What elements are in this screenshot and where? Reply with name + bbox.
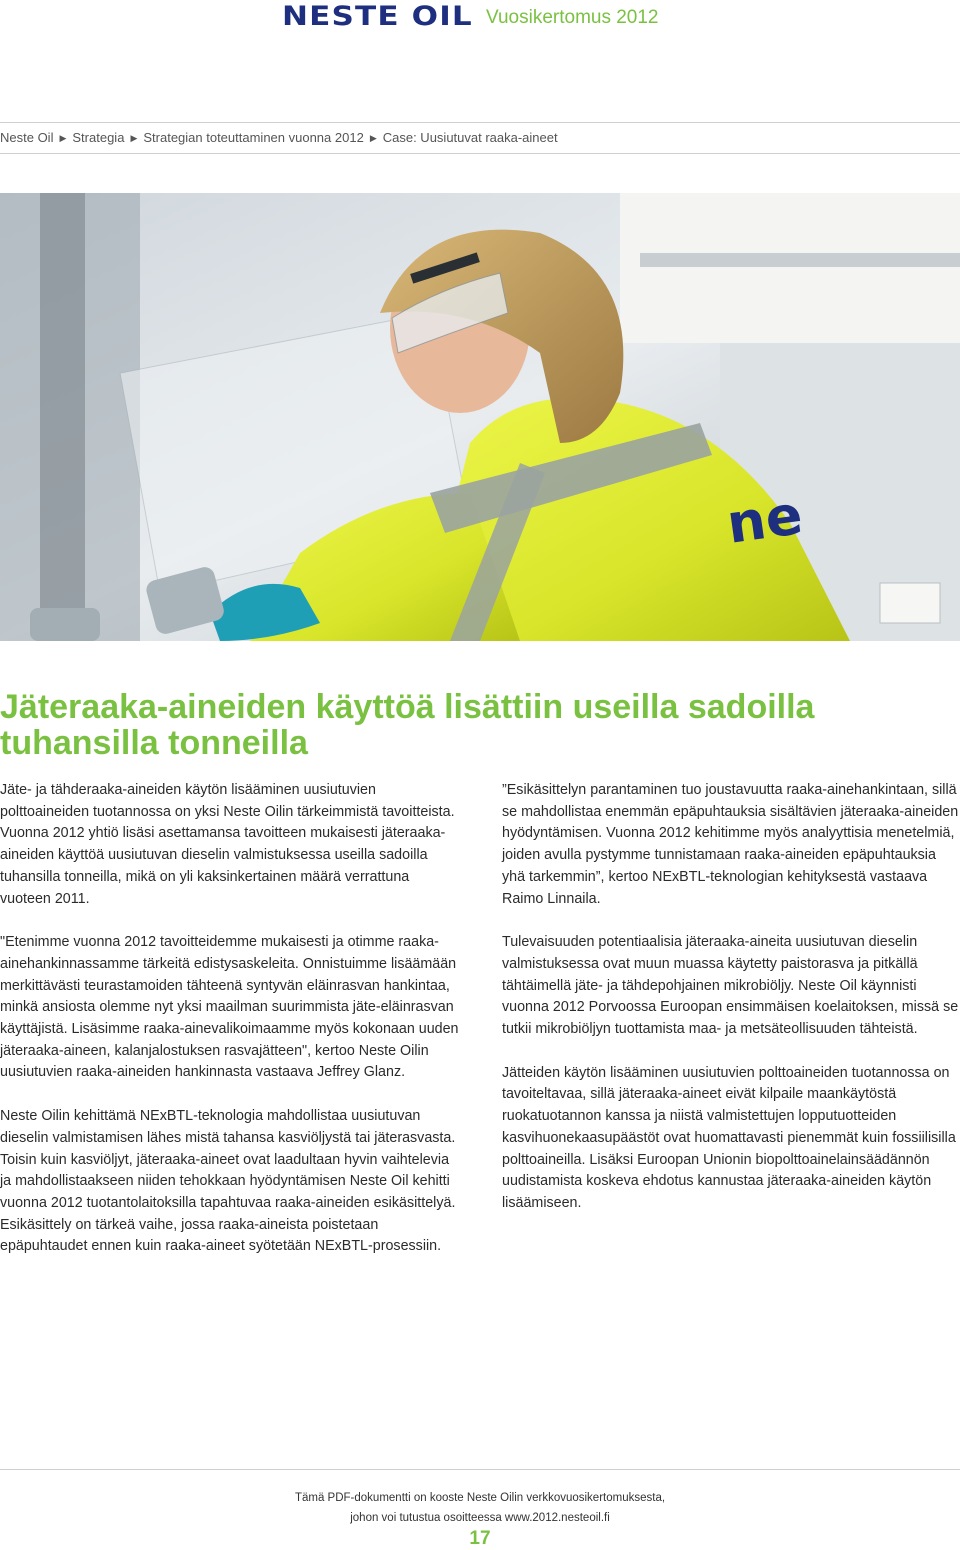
breadcrumb-separator-icon: ▶ <box>369 133 377 143</box>
article-paragraph: Jätteiden käytön lisääminen uusiutuvien polttoaineiden tuotannossa on tavoiteltavaa, sillä jäteraaka-aineet eivät kilpaile maankäytöstä ruokatuotannon kanssa ja niistä valmistettujen lopputuotteiden kasvihuonekaasupäästöt ovat huomattavasti pienemmät kuin fossiilisilla polttoaineilla. Lisäksi Euroopan Unionin biopolttoainelainsäädännön uudistamista koskeva ehdotus kannustaa jäteraaka-aineiden käytön lisäämiseen. <box>502 1064 956 1211</box>
article-paragraph: Jäte- ja tähderaaka-aineiden käytön lisääminen uusiutuvien polttoaineiden tuotannossa on yksi Neste Oilin tärkeimmistä tavoitteista. Vuonna 2012 yhtiö lisäsi asettamansa tavoitteen mukaisesti jäteraaka-aineiden käyttöä uusiutuvan dieselin valmistuksessa useilla sadoilla tuhansilla tonneilla, mikä on yli kaksinkertainen määrä verrattuna vuoteen 2011. <box>0 782 455 907</box>
hero-photo <box>0 193 960 641</box>
article-left-column <box>0 780 460 1280</box>
page-header <box>0 0 960 40</box>
footer-line-1: Tämä PDF-dokumentti on kooste Neste Oilin verkkovuosikertomuksesta, <box>294 1492 666 1504</box>
footer-note <box>0 1488 960 1528</box>
article-paragraph: Tulevaisuuden potentiaalisia jäteraaka-aineita uusiutuvan dieselin valmistuksessa ovat muun muassa käytetty paistorasva ja pitkällä tähtäimellä jäte- ja tähdepohjainen mikrobiöljy. Neste Oil käynnisti vuonna 2012 Porvoossa Euroopan ensimmäisen koelaitoksen, missä se tutkii mikrobiöljyn tuottamista maa- ja metsäteollisuuden tähteistä. <box>502 934 959 1038</box>
breadcrumb-item-neste-oil[interactable]: Neste Oil <box>0 130 54 145</box>
breadcrumb-separator-icon: ▶ <box>59 133 67 143</box>
article-right-column <box>502 780 960 1237</box>
footer-line-2: johon voi tutustua osoitteessa www.2012.nesteoil.fi <box>350 1512 610 1524</box>
jacket-logo: ne <box>723 483 807 556</box>
breadcrumb <box>0 122 960 154</box>
article-paragraph: "Etenimme vuonna 2012 tavoitteidemme mukaisesti ja otimme raaka-ainehankinnassamme tärkeitä edistysaskeleita. Onnistuimme lisäämään merkittävästi teurastamoiden tähteenä syntyvän eläinrasvan hankintaa, minkä ansiosta olemme nyt yksi maailman suurimmista jäte-eläinrasvan käyttäjistä. Lisäsimme raaka-ainevalikoimaamme myös kokonaan uuden jäteraaka-aineen, kalanjalostuksen rasvajätteen", kertoo Neste Oilin uusiutuvien raaka-aineiden hankinnasta vastaava Jeffrey Glanz. <box>0 934 459 1081</box>
page-number: 17 <box>469 1528 491 1549</box>
breadcrumb-separator-icon: ▶ <box>130 133 138 143</box>
footer-divider <box>0 1469 960 1470</box>
report-title: Vuosikertomus 2012 <box>486 7 659 28</box>
article-title <box>0 689 900 761</box>
article-title-line-2: tuhansilla tonneilla <box>0 724 308 762</box>
article-paragraph: ”Esikäsittelyn parantaminen tuo joustavuutta raaka-ainehankintaan, sillä se mahdollistaa enemmän epäpuhtauksia sisältävien jäteraaka-aineiden hyödyntämisen. Vuonna 2012 kehitimme myös analyyttisia menetelmiä, joiden avulla pystymme tunnistamaan raaka-aineiden epäpuhtauksia yhä tarkemmin”, kertoo NExBTL-teknologian kehityksestä vastaava Raimo Linnaila. <box>502 782 959 907</box>
breadcrumb-item-strategia[interactable]: Strategia <box>72 130 125 145</box>
article-paragraph: Neste Oilin kehittämä NExBTL-teknologia mahdollistaa uusiutuvan dieselin valmistamisen lähes mistä tahansa kasviöljystä tai jäterasvasta. Toisin kuin kasviöljyt, jäteraaka-aineet ovat laadultaan hyvin vaihtelevia ja mahdollistaakseen niiden tehokkaan hyödyntämisen Neste Oil kehitti vuonna 2012 tuotantolaitoksilla tapahtuvaa raaka-aineiden esikäsittelyä. Esikäsittely on tärkeä vaihe, jossa raaka-aineista poistetaan epäpuhtaudet ennen kuin raaka-aineet syötetään NExBTL-prosessiin. <box>0 1108 456 1255</box>
breadcrumb-item-strategy-2012[interactable]: Strategian toteuttaminen vuonna 2012 <box>143 130 364 145</box>
neste-oil-logo[interactable]: NESTE OIL <box>282 1 473 32</box>
breadcrumb-item-case: Case: Uusiutuvat raaka-aineet <box>382 130 558 145</box>
article-title-line-1: Jäteraaka-aineiden käyttöä lisättiin useilla sadoilla <box>0 688 815 726</box>
